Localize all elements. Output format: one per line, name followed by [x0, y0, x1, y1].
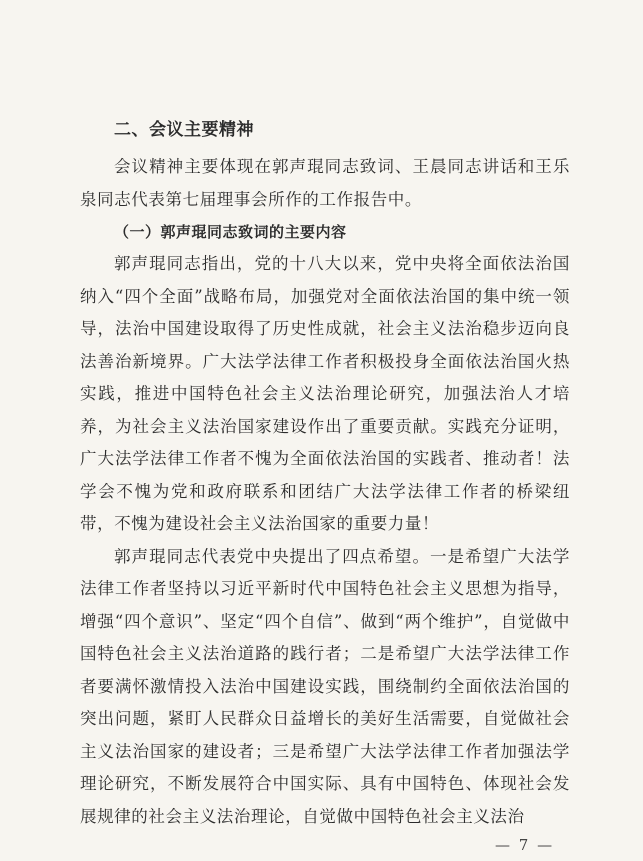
subsection-heading: （一）郭声琨同志致词的主要内容 — [114, 223, 347, 241]
document-body — [80, 116, 570, 833]
page-number: — 7 — — [495, 836, 555, 854]
body-paragraph-1: 郭声琨同志指出，党的十八大以来，党中央将全面依法治国纳入“四个全面”战略布局，加强党对全面依法治国的集中统一领导，法治中国建设取得了历史性成就，社会主义法治稳步迈向良法善治新境界。广大法学法律工作者积极投身全面依法治国火热实践，推进中国特色社会主义法治理论研究，加强法治人才培养，为社会主义法治国家建设作出了重要贡献。实践充分证明，广大法学法律工作者不愧为全面依法治国的实践者、推动者！法学会不愧为党和政府联系和团结广大法学法律工作者的桥梁纽带，不愧为建设社会主义法治国家的重要力量！ — [80, 254, 570, 533]
intro-paragraph: 会议精神主要体现在郭声琨同志致词、王晨同志讲话和王乐泉同志代表第七届理事会所作的工作报告中。 — [80, 157, 570, 209]
section-heading: 二、会议主要精神 — [114, 120, 254, 140]
body-paragraph-2: 郭声琨同志代表党中央提出了四点希望。一是希望广大法学法律工作者坚持以习近平新时代中国特色社会主义思想为指导，增强“四个意识”、坚定“四个自信”、做到“两个维护”，自觉做中国特色社会主义法治道路的践行者；二是希望广大法学法律工作者要满怀激情投入法治中国建设实践，围绕制约全面依法治国的突出问题，紧盯人民群众日益增长的美好生活需要，自觉做社会主义法治国家的建设者；三是希望广大法学法律工作者加强法学理论研究，不断发展符合中国实际、具有中国特色、体现社会发展规律的社会主义法治理论，自觉做中国特色社会主义法治 — [80, 546, 570, 826]
